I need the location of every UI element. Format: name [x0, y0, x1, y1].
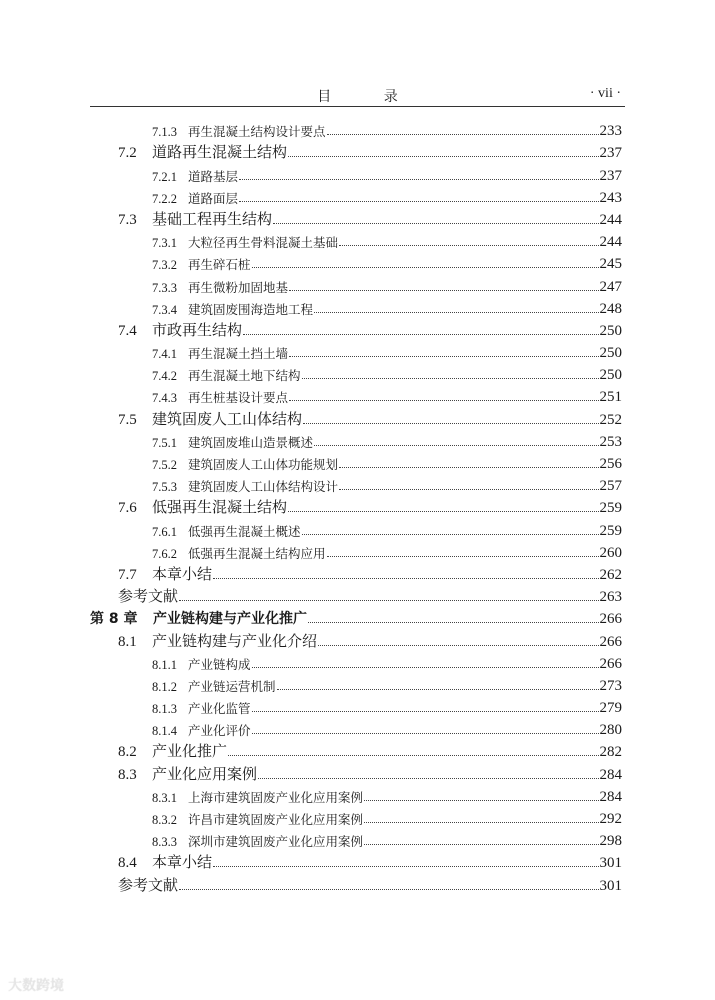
dot-leader [213, 865, 598, 867]
entry-page: 292 [599, 811, 622, 827]
dot-leader [289, 399, 598, 401]
entry-page: 245 [599, 256, 622, 273]
entry-title: 低强再生混凝土结构 [152, 498, 288, 517]
entry-number: 7.5.2 [152, 458, 177, 472]
toc-entry[interactable] [90, 540, 622, 562]
dot-leader [339, 244, 598, 246]
dot-leader [327, 555, 599, 557]
dot-leader [228, 754, 598, 756]
entry-page: 260 [599, 544, 622, 561]
entry-number: 第 8 章 [90, 611, 138, 628]
page-number-roman: · vii · [589, 86, 621, 101]
toc-entry[interactable] [90, 229, 622, 251]
toc-entry[interactable] [90, 451, 622, 473]
toc-entry[interactable] [90, 318, 622, 340]
entry-page: 279 [599, 700, 622, 717]
entry-title: 深圳市建筑固废产业化应用案例 [188, 834, 364, 850]
entry-title: 再生碎石桩 [188, 257, 251, 273]
watermark-logo: 大数跨境 [8, 978, 64, 994]
dot-leader [302, 533, 599, 535]
entry-title: 产业链构成 [188, 656, 251, 672]
entry-title: 产业链构建与产业化介绍 [152, 631, 318, 650]
toc-entry[interactable] [90, 562, 622, 584]
toc-entry[interactable] [90, 850, 622, 872]
toc-entry[interactable] [90, 584, 622, 606]
toc-entry[interactable] [90, 118, 622, 140]
toc-entry[interactable] [90, 651, 622, 673]
dot-leader [339, 488, 598, 490]
entry-number: 8.1.2 [152, 679, 177, 694]
dot-leader [302, 377, 599, 379]
entry-title: 再生微粉加固地基 [188, 279, 289, 295]
entry-page: 263 [599, 589, 622, 606]
entry-page: 259 [599, 500, 622, 517]
entry-number: 8.3 [118, 766, 137, 783]
toc-entry[interactable] [90, 806, 622, 828]
entry-title: 低强再生混凝土概述 [188, 523, 301, 539]
entry-title: 本章小结 [152, 853, 213, 872]
entry-page: 266 [599, 633, 622, 650]
entry-number: 8.3.3 [152, 835, 177, 850]
toc-entry[interactable] [90, 406, 622, 428]
entry-number: 8.1.3 [152, 702, 177, 717]
entry-title: 再生混凝土地下结构 [188, 368, 301, 384]
entry-number: 7.3 [118, 211, 137, 228]
entry-title: 再生混凝土结构设计要点 [188, 124, 326, 140]
entry-title: 建筑固废人工山体功能规划 [188, 457, 339, 472]
dot-leader [239, 200, 598, 202]
entry-title: 产业化应用案例 [152, 764, 258, 783]
entry-title: 产业链运营机制 [188, 678, 276, 694]
entry-number: 7.4.2 [152, 369, 177, 384]
entry-title: 道路基层 [188, 168, 239, 184]
entry-page: 237 [599, 167, 622, 184]
dot-leader [339, 466, 598, 468]
entry-page: 250 [599, 345, 622, 362]
toc-entry[interactable] [90, 207, 622, 229]
entry-title: 本章小结 [152, 564, 213, 583]
entry-number: 7.5 [118, 411, 137, 428]
entry-title: 许昌市建筑固废产业化应用案例 [188, 812, 364, 827]
entry-number: 7.5.3 [152, 480, 177, 495]
toc-entry[interactable] [90, 761, 622, 783]
dot-leader [364, 843, 598, 845]
dot-leader [252, 666, 599, 668]
entry-page: 237 [599, 145, 622, 162]
dot-leader [289, 355, 598, 357]
entry-title: 建筑固废堆山造景概述 [188, 434, 314, 450]
dot-leader [288, 155, 598, 157]
entry-page: 301 [599, 877, 622, 894]
dot-leader [277, 688, 599, 690]
toc-entry[interactable] [90, 185, 622, 207]
entry-page: 247 [599, 278, 622, 295]
entry-number: 8.1.1 [152, 657, 177, 672]
entry-title: 参考文献 [118, 875, 179, 894]
toc-entry[interactable] [90, 251, 622, 273]
toc-entry[interactable] [90, 828, 622, 850]
entry-page: 244 [599, 211, 622, 228]
entry-page: 266 [599, 611, 622, 628]
entry-number: 8.1 [118, 633, 137, 650]
entry-number: 7.3.3 [152, 280, 177, 295]
entry-number: 7.3.2 [152, 258, 177, 273]
entry-page: 233 [599, 123, 622, 140]
toc-entry[interactable] [90, 340, 622, 362]
entry-title: 基础工程再生结构 [152, 209, 273, 228]
dot-leader [327, 133, 599, 135]
toc-entry[interactable] [90, 717, 622, 739]
entry-page: 243 [599, 189, 622, 206]
dot-leader [252, 732, 599, 734]
dot-leader [258, 777, 598, 779]
toc-entry[interactable] [90, 495, 622, 517]
entry-number: 7.5.1 [152, 435, 177, 450]
dot-leader [239, 178, 598, 180]
dot-leader [364, 799, 598, 801]
toc-entry[interactable] [90, 673, 622, 695]
toc-entry[interactable] [90, 362, 622, 384]
table-of-contents [90, 118, 622, 895]
entry-title: 建筑固废人工山体结构设计 [188, 479, 339, 495]
dot-leader [273, 222, 598, 224]
entry-number: 7.4 [118, 322, 137, 339]
entry-title: 上海市建筑固废产业化应用案例 [188, 789, 364, 805]
dot-leader [243, 333, 598, 335]
entry-title: 参考文献 [118, 587, 179, 606]
entry-number: 7.4.3 [152, 391, 177, 406]
entry-page: 301 [599, 855, 622, 872]
dot-leader [308, 621, 599, 623]
header-title [90, 86, 625, 106]
entry-page: 282 [599, 744, 622, 761]
entry-title: 产业链构建与产业化推广 [153, 611, 307, 628]
entry-page: 280 [599, 722, 622, 739]
entry-title: 产业化评价 [188, 723, 251, 739]
entry-title: 产业化推广 [152, 742, 228, 761]
entry-title: 再生混凝土挡土墙 [188, 346, 289, 362]
entry-number: 7.4.1 [152, 347, 177, 362]
dot-leader [289, 289, 598, 291]
dot-leader [314, 311, 598, 313]
entry-page: 252 [599, 411, 622, 428]
entry-number: 8.1.4 [152, 724, 177, 739]
entry-number: 7.6 [118, 500, 137, 517]
toc-entry[interactable] [90, 739, 622, 761]
header-title-char: 录 [383, 89, 398, 105]
toc-entry[interactable] [90, 784, 622, 806]
dot-leader [364, 821, 598, 823]
dot-leader [314, 444, 598, 446]
dot-leader [252, 710, 599, 712]
entry-number: 8.4 [118, 855, 137, 872]
toc-entry[interactable] [90, 296, 622, 318]
toc-entry[interactable] [90, 140, 622, 162]
dot-leader [318, 644, 598, 646]
dot-leader [303, 422, 598, 424]
running-header [90, 84, 625, 107]
entry-number: 7.7 [118, 566, 137, 583]
toc-entry[interactable] [90, 429, 622, 451]
toc-entry[interactable] [90, 695, 622, 717]
entry-page: 262 [599, 566, 622, 583]
entry-title: 道路面层 [188, 190, 239, 206]
entry-page: 259 [599, 522, 622, 539]
entry-page: 273 [599, 677, 622, 694]
toc-entry[interactable] [90, 162, 622, 184]
entry-page: 244 [599, 234, 622, 251]
entry-title: 市政再生结构 [152, 320, 243, 339]
entry-page: 284 [599, 766, 622, 783]
dot-leader [179, 888, 598, 890]
entry-number: 7.6.1 [152, 524, 177, 539]
entry-number: 7.3.1 [152, 236, 177, 251]
entry-page: 298 [599, 833, 622, 850]
entry-title: 大粒径再生骨料混凝土基础 [188, 235, 339, 251]
entry-number: 7.1.3 [152, 125, 177, 140]
entry-page: 284 [599, 788, 622, 805]
entry-page: 251 [599, 389, 622, 406]
entry-number: 7.2 [118, 145, 137, 162]
toc-entry[interactable] [90, 273, 622, 295]
entry-page: 250 [599, 322, 622, 339]
entry-title: 道路再生混凝土结构 [152, 143, 288, 162]
entry-page: 253 [599, 433, 622, 450]
toc-entry[interactable] [90, 517, 622, 539]
entry-number: 8.3.1 [152, 790, 177, 805]
entry-number: 7.2.1 [152, 169, 177, 184]
entry-page: 256 [599, 456, 622, 472]
dot-leader [252, 266, 599, 268]
entry-page: 250 [599, 367, 622, 384]
header-title-char: 目 [317, 89, 332, 105]
toc-entry[interactable] [90, 872, 622, 894]
toc-entry[interactable] [90, 606, 622, 628]
entry-number: 7.6.2 [152, 546, 177, 561]
dot-leader [288, 510, 598, 512]
toc-entry[interactable] [90, 473, 622, 495]
entry-number: 8.2 [118, 744, 137, 761]
dot-leader [213, 577, 598, 579]
dot-leader [179, 599, 598, 601]
entry-page: 266 [599, 655, 622, 672]
entry-number: 8.3.2 [152, 813, 177, 827]
entry-title: 建筑固废人工山体结构 [152, 409, 303, 428]
toc-entry[interactable] [90, 384, 622, 406]
entry-number: 7.3.4 [152, 302, 177, 317]
entry-page: 248 [599, 300, 622, 317]
entry-page: 257 [599, 478, 622, 495]
toc-entry[interactable] [90, 628, 622, 650]
entry-title: 再生桩基设计要点 [188, 390, 289, 406]
entry-title: 低强再生混凝土结构应用 [188, 545, 326, 561]
entry-number: 7.2.2 [152, 191, 177, 206]
entry-title: 建筑固废围海造地工程 [188, 301, 314, 317]
entry-title: 产业化监管 [188, 701, 251, 717]
